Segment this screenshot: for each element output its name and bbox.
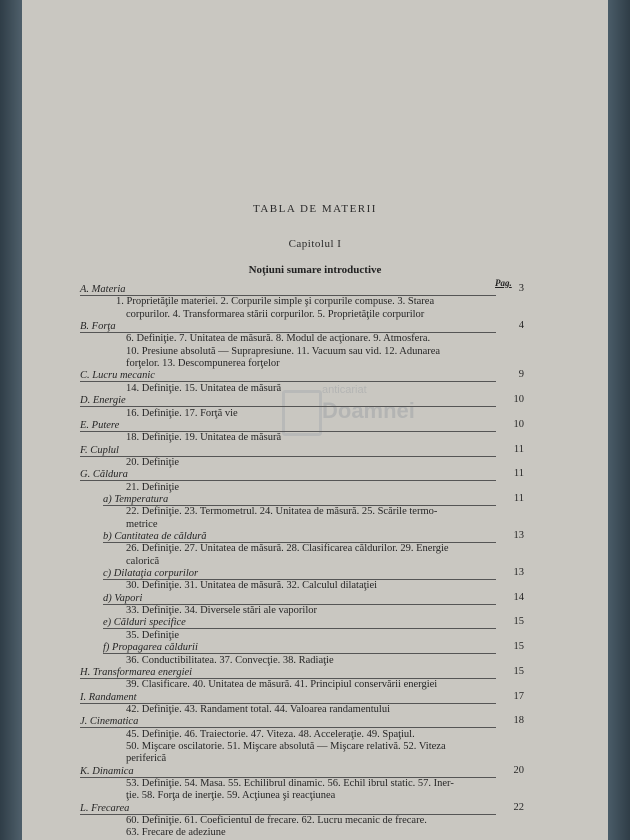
toc-page-number: 4 [518,320,524,332]
toc-item-line: calorică [126,555,160,567]
toc-item-line: 45. Definiţie. 46. Traiectorie. 47. Viteza. 48. Acceleraţie. 49. Spaţiul. [126,728,415,740]
toc-item-line: 26. Definiţie. 27. Unitatea de măsură. 28. Clasificarea căldurilor. 29. Energie [126,543,449,555]
toc-section: G. Căldura [80,469,128,481]
toc-item-line: 18. Definiţie. 19. Unitatea de măsură [126,432,282,444]
toc-page-number: 11 [513,443,524,455]
page-title: TABLA DE MATERII [253,203,377,215]
toc-item-line: 20. Definiţie [126,456,180,468]
table-of-contents [22,0,608,840]
toc-page-number: 11 [513,468,524,480]
toc-section: E. Putere [80,419,120,431]
toc-page-number: 20 [513,764,524,776]
toc-page-number: 3 [518,283,524,294]
toc-page-number: 18 [513,715,524,727]
toc-page-number: 22 [513,801,524,813]
book-page [22,0,608,840]
toc-item-line: 6. Definiţie. 7. Unitatea de măsură. 8. Modul de acţionare. 9. Atmosfera. [126,333,431,345]
toc-page-number: 13 [513,567,524,579]
toc-page-number: 10 [513,418,524,430]
toc-subsection: f) Propagarea căldurii [103,642,198,654]
toc-item-line: periferică [126,753,167,765]
toc-item-line: 36. Conductibilitatea. 37. Convecţie. 38. Radiaţie [126,654,334,666]
toc-item-line: 50. Mişcare oscilatorie. 51. Mişcare absolută — Mişcare relativă. 52. Viteza [126,740,446,752]
background-left [0,0,22,840]
chapter-heading: Capitolul I [288,238,342,250]
toc-item-line: 42. Definiţie. 43. Randament total. 44. Valoarea randamentului [126,703,390,715]
toc-subsection: d) Vapori [103,592,143,604]
toc-item-line: 16. Definiţie. 17. Forţă vie [126,407,238,419]
toc-item-line: 35. Definiţie [126,629,180,641]
toc-section: H. Transformarea energiei [80,666,193,678]
toc-section: A. Materia [80,284,126,295]
toc-item-line: 33. Definiţie. 34. Diversele stări ale vaporilor [126,605,317,617]
watermark-line1: anticariat [322,384,367,396]
toc-section: J. Cinematica [80,716,139,728]
watermark-line2: Doamnei [322,398,415,423]
toc-item-line: 1. Proprietăţile materiei. 2. Corpurile simple şi corpurile compuse. 3. Starea [116,296,435,308]
toc-section: B. Forţa [80,321,116,333]
toc-page-number: 10 [513,394,524,406]
toc-item-line: 14. Definiţie. 15. Unitatea de măsură [126,382,282,394]
toc-page-number: 15 [513,665,524,677]
toc-page-number: 13 [513,530,524,541]
toc-item-line: 60. Definiţie. 61. Coeficientul de frecare. 62. Lucru mecanic de frecare. [126,815,427,827]
toc-section: D. Energie [80,395,126,407]
toc-subsection: b) Cantitatea de căldură [103,531,207,542]
toc-item-line: 63. Frecare de adeziune [126,827,226,839]
toc-item-line: metrice [126,518,158,530]
toc-section: I. Randament [80,691,137,703]
toc-page-number: 14 [513,591,524,603]
toc-section: L. Frecarea [80,802,130,814]
toc-item-line: 30. Definiţie. 31. Unitatea de măsură. 32. Calculul dilataţiei [126,580,378,592]
toc-item-line: 22. Definiţie. 23. Termometrul. 24. Unitatea de măsură. 25. Scările termo- [126,506,438,518]
toc-subsection: c) Dilataţia corpurilor [103,568,199,580]
toc-item-line: corpurilor. 4. Transformarea stării corpurilor. 5. Proprietăţile corpurilor [126,308,425,320]
toc-section: F. Cuplul [80,444,119,456]
toc-section: K. Dinamica [80,765,134,777]
toc-section: C. Lucru mecanic [80,370,155,382]
toc-page-number: 17 [513,690,524,702]
toc-item-line: 39. Clasificare. 40. Unitatea de măsură. 41. Principiul conservării energiei [126,679,438,691]
toc-item-line: forţelor. 13. Descompunerea forţelor [126,358,280,370]
toc-page-number: 9 [518,369,524,381]
toc-page-number: 11 [513,492,524,504]
toc-item-line: 21. Definiţie [126,481,180,493]
toc-item-line: 10. Presiune absolută — Suprapresiune. 11. Vacuum sau vid. 12. Adunarea [126,345,441,357]
toc-item-line: ţie. 58. Forţa de inerţie. 59. Acţiunea şi reacţiunea [126,790,336,802]
chapter-subtitle: Noţiuni sumare introductive [248,264,382,276]
toc-page-number: 15 [513,641,524,653]
toc-item-line: 53. Definiţie. 54. Masa. 55. Echilibrul dinamic. 56. Echil ibrul static. 57. Iner- [126,778,454,789]
background-right [608,0,630,840]
toc-subsection: a) Temperatura [103,493,169,505]
page-column-label: Pag. [495,278,512,288]
toc-page-number: 15 [513,616,524,628]
toc-subsection: e) Călduri specifice [103,617,186,629]
